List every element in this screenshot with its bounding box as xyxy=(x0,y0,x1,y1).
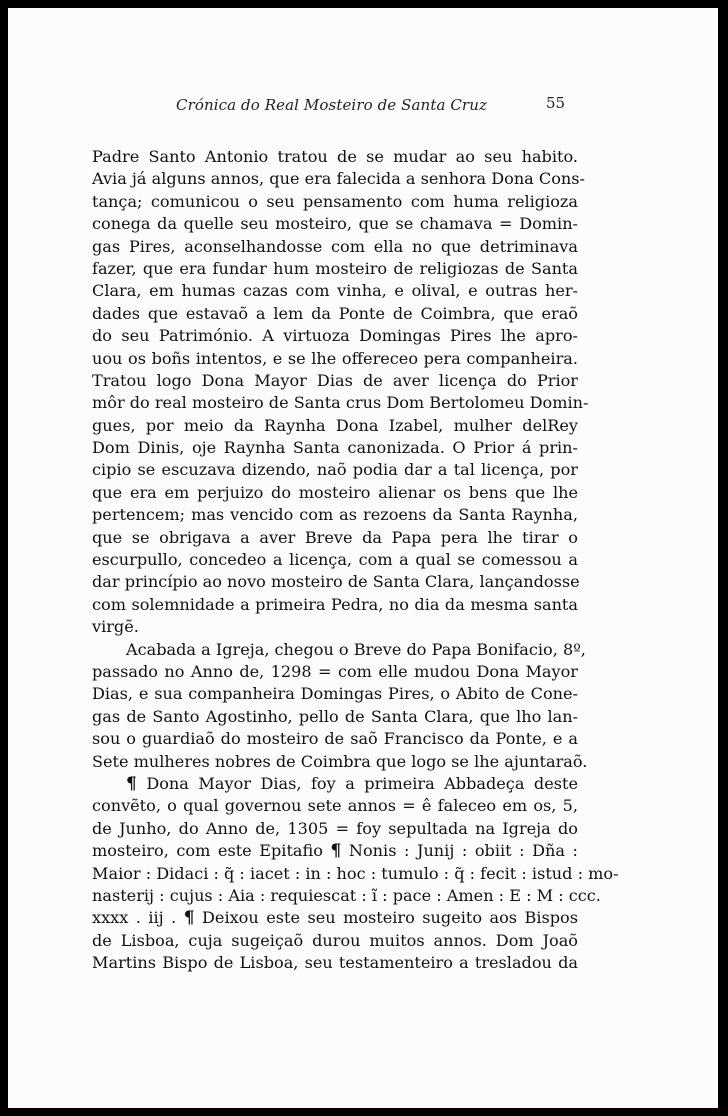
text-line: que se obrigava a aver Breve da Papa pera lhe tirar o xyxy=(92,527,578,547)
text-line: Dias, e sua companheira Domingas Pires, o Abito de Cone- xyxy=(92,684,578,704)
text-line: tança; comunicou o seu pensamento com huma religioza xyxy=(92,191,578,211)
text-line xyxy=(92,773,578,795)
text-line: dades que estavaõ a lem da Ponte de Coimbra, que eraõ xyxy=(92,303,578,323)
text-line: pertencem; mas vencido com as rezoens da Santa Raynha, xyxy=(92,505,578,525)
page-header xyxy=(8,96,718,120)
text-line: passado no Anno de, 1298 = com elle mudou Dona Mayor xyxy=(92,661,578,681)
text-segment: xxxx . iij . xyxy=(92,908,177,928)
text-line: de Lisboa, cuja sugeiçaõ durou muitos annos. Dom Joaõ xyxy=(92,930,578,950)
text-line: de Junho, do Anno de, 1305 = foy sepultada na Igreja do xyxy=(92,818,578,838)
text-line: Sete mulheres nobres de Coimbra que logo se lhe ajuntaraõ. xyxy=(92,751,588,771)
running-title: Crónica do Real Mosteiro de Santa Cruz xyxy=(176,96,487,114)
text-line: Dom Dinis, oje Raynha Santa canonizada. O Prior á prin- xyxy=(92,438,578,458)
text-line: Martins Bispo de Lisboa, seu testamenteiro a tresladou da xyxy=(92,953,578,973)
pilcrow-icon: ¶ xyxy=(126,773,137,794)
text-segment: Deixou este seu mosteiro sugeito aos Bispos xyxy=(202,908,578,928)
text-line: convẽto, o qual governou sete annos = ê faleceo em os, 5, xyxy=(92,796,578,816)
text-line: Avia já alguns annos, que era falecida a senhora Dona Cons- xyxy=(92,169,585,189)
text-line: Padre Santo Antonio tratou de se mudar ao seu habito. xyxy=(92,147,578,166)
text-segment: Dona Mayor Dias, foy a primeira Abbadeça deste xyxy=(146,773,578,793)
text-line: Clara, em humas cazas com vinha, e olival, e outras her- xyxy=(92,281,578,301)
text-line: fazer, que era fundar hum mosteiro de religiozas de Santa xyxy=(92,258,578,278)
text-line: Tratou logo Dona Mayor Dias de aver licença do Prior xyxy=(92,370,578,390)
text-line: que era em perjuizo do mosteiro alienar os bens que lhe xyxy=(92,482,578,502)
text-line: Maior : Didaci : q̃ : iacet : in : hoc : tumulo : q̃ : fecit : istud : mo- xyxy=(92,863,619,883)
text-line xyxy=(92,840,578,862)
text-line: cipio se escuzava dizendo, naõ podia dar a tal licença, por xyxy=(92,460,578,480)
text-line: conega da quelle seu mosteiro, que se chamava = Domin- xyxy=(92,214,578,234)
text-line: escurpullo, concedeo a licença, com a qual se comessou a xyxy=(92,550,578,570)
body-text xyxy=(92,146,619,974)
text-line: uou os boñs intentos, e se lhe offereceo pera companheira. xyxy=(92,348,578,368)
book-page xyxy=(8,8,718,1108)
page-number: 55 xyxy=(546,94,566,112)
text-line: nasterij : cujus : Aia : requiescat : ĩ : pace : Amen : E : M : ccc. xyxy=(92,885,601,905)
text-segment: Nonis : Junij : obiit : Dña : xyxy=(348,841,578,861)
text-line xyxy=(92,907,578,929)
text-line: gas de Santo Agostinho, pello de Santa Clara, que lho lan- xyxy=(92,706,578,726)
text-line: sou o guardiaõ do mosteiro de saõ Francisco da Ponte, e a xyxy=(92,729,578,749)
text-line: môr do real mosteiro de Santa crus Dom Bertolomeu Domin- xyxy=(92,393,589,413)
text-line: com solemnidade a primeira Pedra, no dia da mesma santa xyxy=(92,594,578,614)
text-segment: mosteiro, com este Epitafio xyxy=(92,841,323,861)
pilcrow-icon: ¶ xyxy=(183,908,195,929)
text-line: gas Pires, aconselhandosse com ella no que detriminava xyxy=(92,236,578,256)
text-line: gues, por meio da Raynha Dona Izabel, mulher delRey xyxy=(92,415,578,435)
pilcrow-icon: ¶ xyxy=(330,841,342,862)
text-line: virgẽ. xyxy=(92,617,139,637)
text-line: do seu Património. A virtuoza Domingas Pires lhe apro- xyxy=(92,326,578,346)
text-line: Acabada a Igreja, chegou o Breve do Papa Bonifacio, 8º, xyxy=(126,639,586,659)
text-line: dar princípio ao novo mosteiro de Santa Clara, lançandosse xyxy=(92,572,580,592)
